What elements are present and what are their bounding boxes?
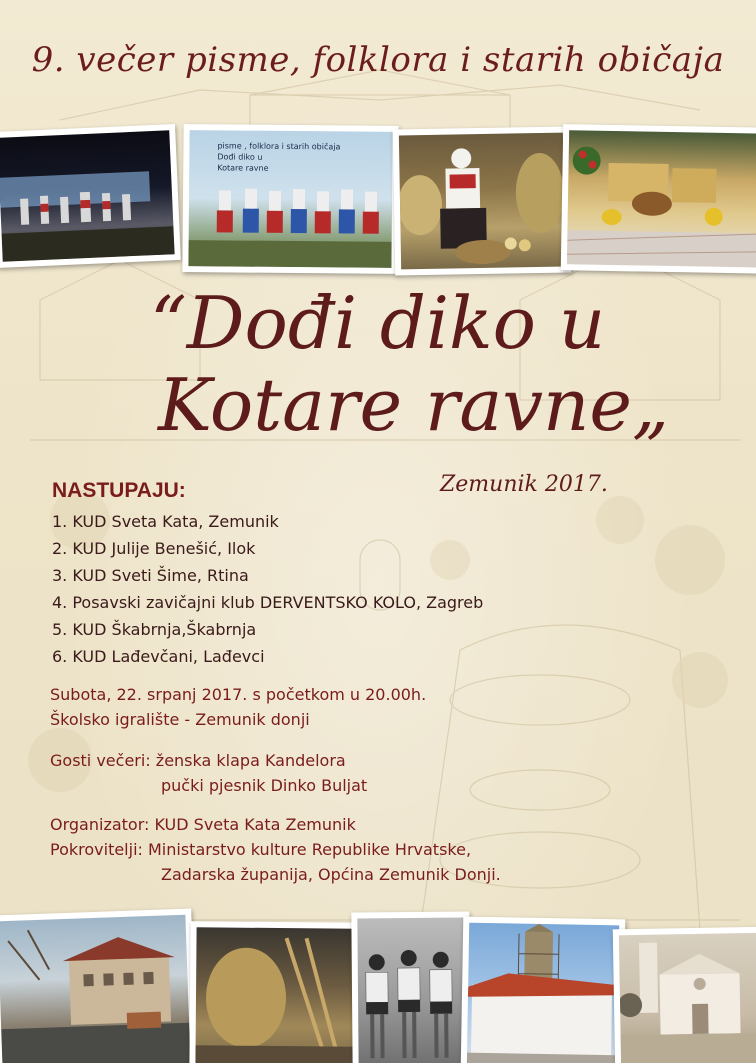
headline (150, 282, 710, 446)
guests-line-1: ženska klapa Kandelora (155, 751, 346, 770)
guests (50, 748, 610, 798)
headline-line-1: “Dođi diko u (150, 281, 606, 365)
photo-festival-dance (182, 124, 398, 274)
schedule-date: Subota, 22. srpanj 2017. s početkom u 20.00h. (50, 685, 427, 704)
organizer-value: KUD Sveta Kata Zemunik (154, 815, 356, 834)
sponsors-line-1: Ministarstvo kulture Republike Hrvatske, (148, 840, 472, 859)
photo-woman-spinning (393, 126, 572, 275)
performers-list (52, 508, 483, 670)
headline-line-2: Kotare ravne„ (158, 363, 670, 447)
organizer-sponsors (50, 812, 610, 887)
schedule (50, 682, 610, 732)
photo-church-construction (461, 917, 626, 1063)
photo-stage-dancers (0, 124, 181, 268)
place-year: Zemunik 2017. (440, 472, 608, 497)
guests-line-2: pučki pjesnik Dinko Buljat (161, 776, 368, 795)
performer-item: 2. KUD Julije Benešić, Ilok (52, 539, 256, 558)
stage-banner-line-1: pisme , folklora i starih običaja (217, 141, 341, 152)
photo-old-church-sepia (613, 927, 756, 1063)
organizer-label: Organizator: (50, 815, 150, 834)
event-title: 9. večer pisme, folklora i starih običaja (31, 40, 725, 80)
performer-item: 5. KUD Škabrnja,Škabrnja (52, 620, 257, 639)
performer-item: 4. Posavski zavičajni klub DERVENTSKO KOLO, Zagreb (52, 593, 484, 612)
stage-banner-line-2: Dođi diko u (217, 152, 263, 162)
performers-title: NASTUPAJU: (52, 479, 186, 502)
photo-old-house-street (0, 909, 197, 1063)
photo-harvest-display (561, 124, 756, 274)
performer-item: 3. KUD Sveti Šime, Rtina (52, 566, 249, 585)
stage-banner-line-3: Kotare ravne (217, 163, 269, 173)
photo-straw-sculpture (189, 921, 362, 1063)
schedule-venue: Školsko igralište - Zemunik donji (50, 710, 310, 729)
performer-item: 1. KUD Sveta Kata, Zemunik (52, 512, 279, 531)
sponsors-line-2: Zadarska županija, Općina Zemunik Donji. (161, 865, 501, 884)
sponsors-label: Pokrovitelji: (50, 840, 143, 859)
guests-label: Gosti večeri: (50, 751, 151, 770)
performer-item: 6. KUD Lađevčani, Lađevci (52, 647, 265, 666)
photo-vintage-football-players (351, 911, 470, 1063)
